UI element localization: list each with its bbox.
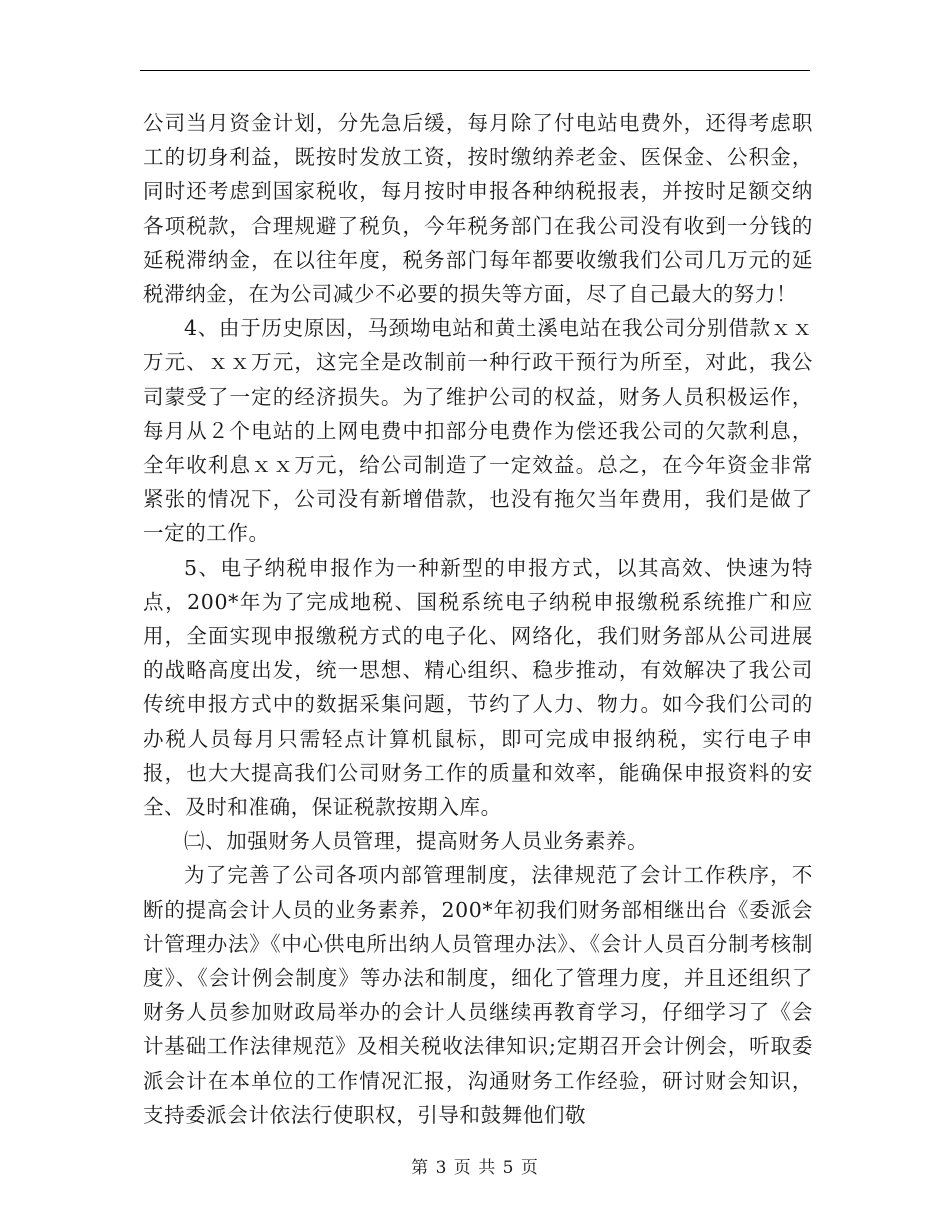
paragraph-funds-plan: 公司当月资金计划，分先急后缓，每月除了付电站电费外，还得考虑职工的切身利益，既按时发放工资，按时缴纳养老金、医保金、公积金，同时还考虑到国家税收，每月按时申报各种纳税报表，并按时足额交纳各项税款，合理规避了税负，今年税务部门在我公司没有收到一分钱的延税滞纳金，在以往年度，税务部门每年都要收缴我们公司几万元的延税滞纳金，在为公司减少不必要的损失等方面，尽了自己最大的努力！ <box>143 111 813 307</box>
page-number: 第 3 页 共 5 页 <box>411 1158 539 1178</box>
section-heading-2: ㈡、加强财务人员管理，提高财务人员业务素养。 <box>184 829 649 854</box>
paragraph-staff-management: 为了完善了公司各项内部管理制度，法律规范了会计工作秩序，不断的提高会计人员的业务素养，200*年初我们财务部相继出台《委派会计管理办法》《中心供电所出纳人员管理办法》、《会计人员百分制考核制度》、《会计例会制度》等办法和制度，细化了管理力度，并且还组织了财务人员参加财政局举办的会计人员继续再教育学习，仔细学习了《会计基础工作法律规范》及相关税收法律知识;定期召开会计例会，听取委派会计在本单位的工作情况汇报，沟通财务工作经验，研讨财会知识，支持委派会计依法行使职权，引导和鼓舞他们敬 <box>143 863 813 1127</box>
document-body <box>143 106 813 1132</box>
paragraph-item-5: 5、电子纳税申报作为一种新型的申报方式，以其高效、快速为特点，200*年为了完成地税、国税系统电子纳税申报缴税系统推广和应用，全面实现申报缴税方式的电子化、网络化，我们财务部从公司进展的战略高度出发，统一思想、精心组织、稳步推动，有效解决了我公司传统申报方式中的数据采集问题，节约了人力、物力。如今我们公司的办税人员每月只需轻点计算机鼠标，即可完成申报纳税，实行电子申报，也大大提高我们公司财务工作的质量和效率，能确保申报资料的安全、及时和准确，保证税款按期入库。 <box>143 555 813 820</box>
header-rule <box>140 70 810 71</box>
paragraph-item-4: 4、由于历史原因，马颈坳电站和黄土溪电站在我公司分别借款ｘｘ万元、ｘｘ万元，这完全是改制前一种行政干预行为所至，对此，我公司蒙受了一定的经济损失。为了维护公司的权益，财务人员积极运作，每月从２个电站的上网电费中扣部分电费作为偿还我公司的欠款利息，全年收利息ｘｘ万元，给公司制造了一定效益。总之，在今年资金非常紧张的情况下，公司没有新增借款，也没有拖欠当年费用，我们是做了一定的工作。 <box>143 316 813 546</box>
